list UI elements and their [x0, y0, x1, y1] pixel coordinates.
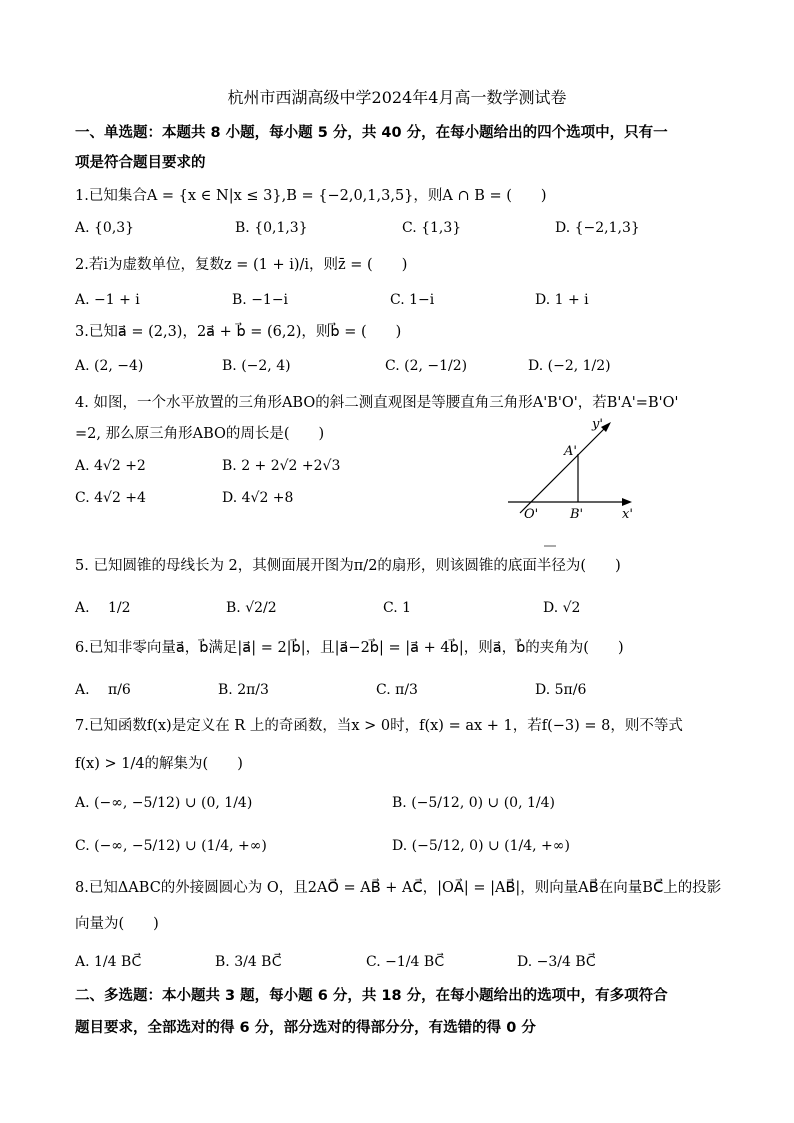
label-y-axis: y' [592, 417, 603, 432]
question-6-option-d: D. 5π/6 [535, 682, 587, 698]
question-6-stem: 6.已知非零向量a⃗，b⃗满足|a⃗| = 2|b⃗|，且|a⃗−2b⃗| = |a⃗ + 4b⃗|，则a⃗，b⃗的夹角为( ) [75, 640, 624, 656]
section1-heading-line1: 一、单选题：本题共 8 小题，每小题 5 分，共 40 分，在每小题给出的四个选项中，只有一 [75, 125, 668, 141]
question-5-stem: 5. 已知圆锥的母线长为 2，其侧面展开图为π/2的扇形，则该圆锥的底面半径为( ) [75, 558, 621, 574]
section2-heading-line2: 题目要求，全部选对的得 6 分，部分选对的得部分分，有选错的得 0 分 [75, 1020, 536, 1036]
question-7-option-c: C. (−∞, −5/12) ∪ (1/4, +∞) [75, 838, 267, 854]
question-7-option-b: B. (−5/12, 0) ∪ (0, 1/4) [392, 795, 555, 811]
question-8-option-c: C. −1/4 BC⃗ [366, 954, 445, 970]
question-4-stem-line2: =2, 那么原三角形ABO的周长是( ) [75, 426, 325, 442]
label-point-o: O' [524, 507, 539, 522]
question-3-option-d: D. (−2, 1/2) [528, 358, 611, 374]
question-8-stem-line1: 8.已知ΔABC的外接圆圆心为 O，且2AO⃗ = AB⃗ + AC⃗，|OA⃗| = |AB⃗|，则向量AB⃗在向量BC⃗上的投影 [75, 880, 722, 896]
question-4-option-c: C. 4√2 +4 [75, 490, 146, 506]
question-5-option-b: B. √2/2 [226, 600, 277, 616]
section1-heading-line2: 项是符合题目要求的 [75, 155, 206, 171]
question-1-option-a: A. {0,3} [75, 220, 135, 236]
question-7-option-d: D. (−5/12, 0) ∪ (1/4, +∞) [392, 838, 570, 854]
question-5-option-d: D. √2 [543, 600, 581, 616]
question-3-option-c: C. (2, −1/2) [385, 358, 468, 374]
question-5-option-c: C. 1 [383, 600, 412, 616]
question-2-option-d: D. 1 + i [535, 292, 589, 308]
question-4-stem-line1: 4. 如图，一个水平放置的三角形ABO的斜二测直观图是等腰直角三角形A'B'O'，若B'A'=B'O' [75, 395, 679, 411]
question-8-option-b: B. 3/4 BC⃗ [215, 954, 282, 970]
question-7-stem-line2: f(x) > 1/4的解集为( ) [75, 756, 243, 772]
question-8-stem-line2: 向量为( ) [75, 916, 159, 932]
question-2-option-c: C. 1−i [390, 292, 435, 308]
question-7-option-a: A. (−∞, −5/12) ∪ (0, 1/4) [75, 795, 253, 811]
question-4-option-b: B. 2 + 2√2 +2√3 [222, 458, 341, 474]
question-6-option-b: B. 2π/3 [218, 682, 269, 698]
question-8-option-d: D. −3/4 BC⃗ [517, 954, 596, 970]
question-2-option-a: A. −1 + i [75, 292, 140, 308]
question-7-stem-line1: 7.已知函数f(x)是定义在 R 上的奇函数，当x > 0时，f(x) = ax + 1，若f(−3) = 8，则不等式 [75, 718, 683, 734]
question-1-option-c: C. {1,3} [402, 220, 462, 236]
question-1-option-d: D. {−2,1,3} [555, 220, 640, 236]
question-6-option-a: A. π/6 [75, 682, 131, 698]
page-title: 杭州市西湖高级中学2024年4月高一数学测试卷 [227, 88, 567, 107]
question-2-option-b: B. −1−i [232, 292, 289, 308]
question-3-option-b: B. (−2, 4) [222, 358, 291, 374]
label-point-b: B' [570, 507, 584, 522]
question-4-option-a: A. 4√2 +2 [75, 458, 146, 474]
question-3-stem: 3.已知a⃗ = (2,3)，2a⃗ + b⃗ = (6,2)，则b⃗ = ( ) [75, 324, 402, 340]
label-x-axis: x' [622, 507, 633, 522]
question-1-stem: 1.已知集合A = {x ∈ N|x ≤ 3},B = {−2,0,1,3,5}，则A ∩ B = ( ) [75, 188, 547, 204]
question-3-option-a: A. (2, −4) [75, 358, 144, 374]
section2-heading-line1: 二、多选题：本小题共 3 题，每小题 6 分，共 18 分，在每小题给出的选项中，有多项符合 [75, 988, 668, 1004]
question-5-option-a: A. 1/2 [75, 600, 131, 616]
oblique-triangle-figure [500, 412, 650, 552]
y-axis [520, 425, 608, 513]
question-4-option-d: D. 4√2 +8 [222, 490, 294, 506]
question-6-option-c: C. π/3 [376, 682, 418, 698]
question-2-stem: 2.若i为虚数单位，复数z = (1 + i)/i，则z̄ = ( ) [75, 257, 408, 273]
x-axis-arrow [622, 498, 632, 506]
question-1-option-b: B. {0,1,3} [235, 220, 308, 236]
question-8-option-a: A. 1/4 BC⃗ [75, 954, 142, 970]
label-point-a: A' [564, 444, 577, 459]
